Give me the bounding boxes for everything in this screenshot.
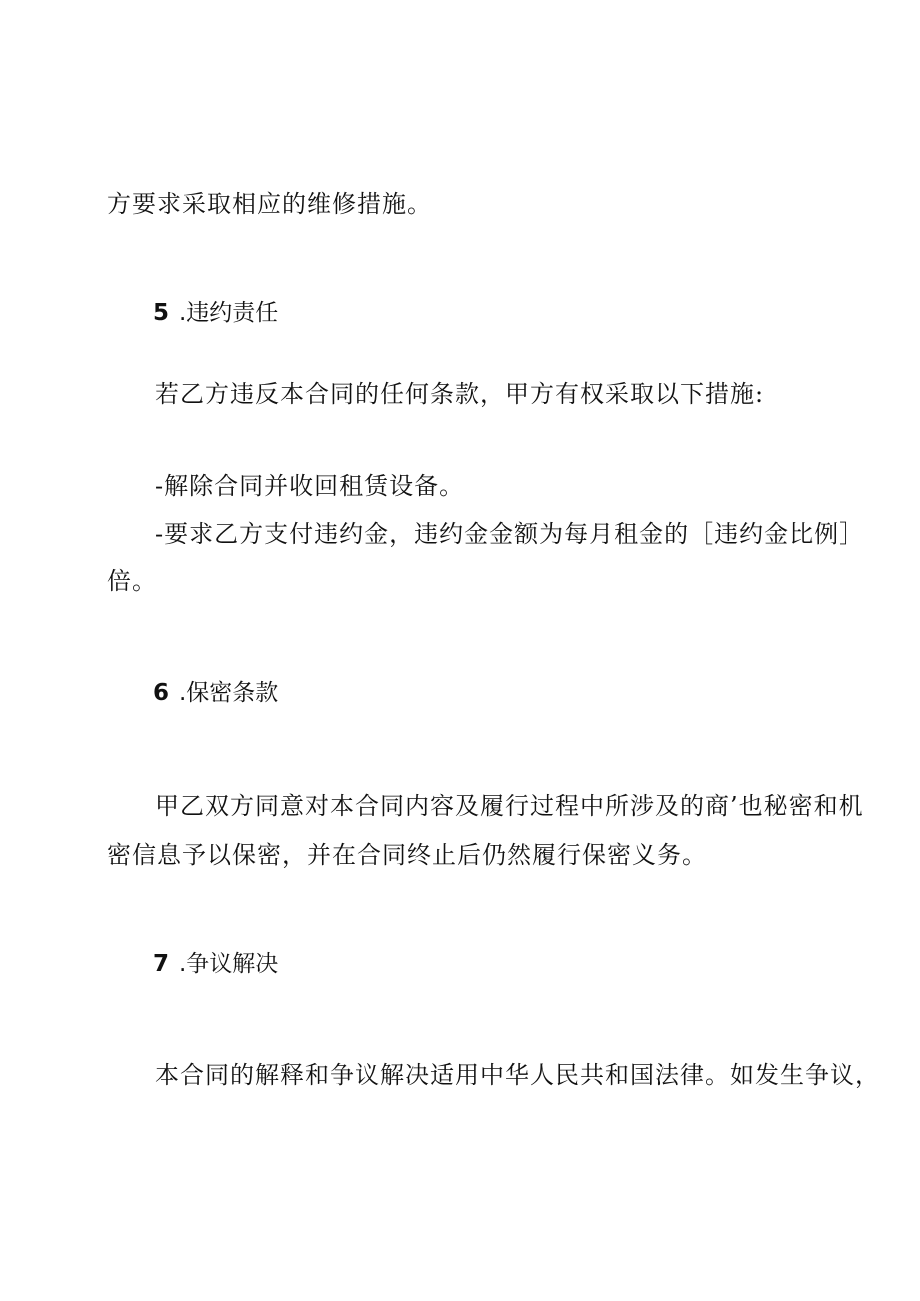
section-title: .争议解决 <box>179 951 279 977</box>
list-item-continuation: 倍。 <box>107 567 157 595</box>
paragraph-text: 若乙方违反本合同的任何条款，甲方有权采取以下措施: <box>155 380 765 408</box>
paragraph-text: 本合同的解释和争议解决适用中华人民共和国法律。如发生争议， <box>155 1061 880 1089</box>
continuation-text: 方要求采取相应的维修措施。 <box>107 190 432 218</box>
paragraph-text: 密信息予以保密，并在合同终止后仍然履行保密义务。 <box>107 841 707 869</box>
section-heading-5 <box>153 297 278 329</box>
section-number: 5 <box>153 300 170 326</box>
section-number: 7 <box>153 951 170 977</box>
section-heading-6 <box>153 677 278 709</box>
section-number: 6 <box>153 680 170 706</box>
section-heading-7 <box>153 948 278 980</box>
section-title: .保密条款 <box>179 680 279 706</box>
section-title: .违约责任 <box>179 300 279 326</box>
list-item: -要求乙方支付违约金，违约金金额为每月租金的［违约金比例］ <box>155 520 865 548</box>
paragraph-text: 甲乙双方同意对本合同内容及履行过程中所涉及的商’也秘密和机 <box>155 792 864 820</box>
list-item: -解除合同并收回租赁设备。 <box>155 472 465 500</box>
